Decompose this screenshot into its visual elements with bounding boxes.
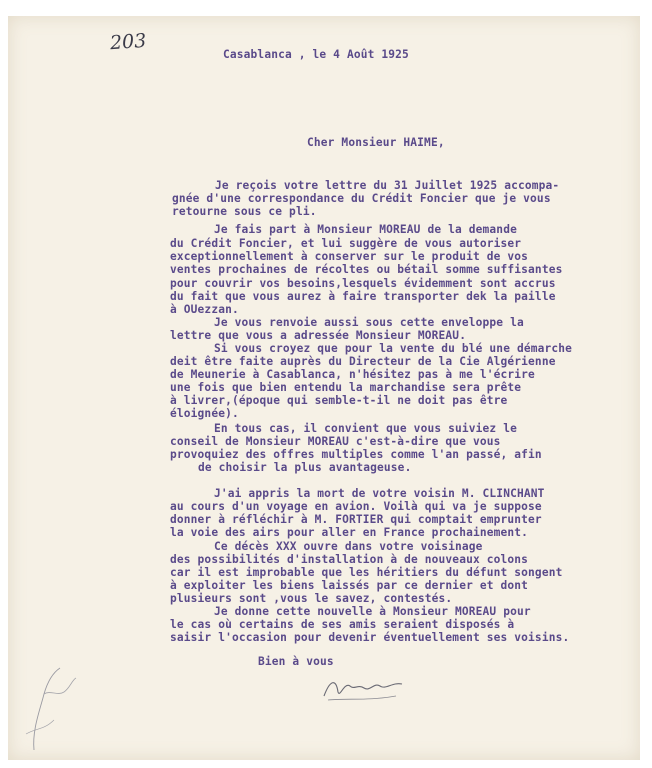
body-line: une fois que bien entendu la marchandise sera prête: [170, 381, 522, 394]
body-line: à exploiter les biens laissés par ce dernier et dont: [170, 579, 529, 592]
signature-scribble: [318, 668, 408, 708]
body-line: éloignée).: [170, 407, 239, 420]
body-line: du fait que vous aurez à faire transporter dek la paille: [170, 290, 556, 303]
body-line: la voie des airs pour aller en France prochainement.: [170, 526, 529, 539]
body-line: deit être faite auprès du Directeur de la Cie Algérienne: [170, 355, 556, 368]
date-line: Casablanca , le 4 Août 1925: [223, 48, 409, 61]
body-line: exceptionnellement à conserver sur le produit de vos: [170, 250, 529, 263]
salutation: Cher Monsieur HAIME,: [307, 136, 445, 149]
body-line: Ce décès XXX ouvre dans votre voisinage: [214, 540, 483, 553]
body-line: conseil de Monsieur MOREAU c'est-à-dire que vous: [170, 435, 501, 448]
body-line: provoquiez des offres multiples comme l'an passé, afin: [170, 448, 542, 461]
body-line: car il est improbable que les héritiers du défunt songent: [170, 566, 563, 579]
closing: Bien à vous: [258, 655, 334, 668]
body-line: Si vous croyez que pour la vente du blé une démarche: [214, 342, 573, 355]
folio-number: 203: [109, 29, 147, 55]
body-line: gnée d'une correspondance du Crédit Foncier que je vous: [172, 192, 551, 205]
body-line: plusieurs sont ,vous le savez, contestés.: [170, 592, 453, 605]
body-line: Je vous renvoie aussi sous cette enveloppe la: [214, 316, 524, 329]
body-line: retourne sous ce pli.: [172, 205, 317, 218]
body-line: de choisir la plus avantageuse.: [198, 461, 412, 474]
body-line: de Meunerie à Casablanca, n'hésitez pas à me l'écrire: [170, 368, 535, 381]
body-line: à OUezzan.: [170, 303, 239, 316]
body-line: lettre que vous a adressée Monsieur MOREAU.: [170, 329, 467, 342]
body-line: à livrer,(époque qui semble-t-il ne doit pas être: [170, 394, 508, 407]
body-line: donner à réfléchir à M. FORTIER qui comptait emprunter: [170, 513, 542, 526]
body-line: des possibilités d'installation à de nouveaux colons: [170, 553, 529, 566]
body-line: saisir l'occasion pour devenir éventuellement ses voisins.: [170, 631, 570, 644]
body-line: au cours d'un voyage en avion. Voilà qui va je suppose: [170, 500, 542, 513]
body-line: pour couvrir vos besoins,lesquels évidemment sont accrus: [170, 277, 556, 290]
body-line: Je donne cette nouvelle à Monsieur MOREAU pour: [214, 605, 531, 618]
body-line: ventes prochaines de récoltes ou bétail somme suffisantes: [170, 263, 563, 276]
margin-pencil-marks: [14, 650, 84, 760]
body-line: J'ai appris la mort de votre voisin M. CLINCHANT: [214, 487, 545, 500]
body-line: En tous cas, il convient que vous suiviez le: [214, 422, 517, 435]
body-line: Je reçois votre lettre du 31 Juillet 1925 accompa-: [215, 179, 560, 192]
body-line: le cas où certains de ses amis seraient disposés à: [170, 618, 515, 631]
body-line: Je fais part à Monsieur MOREAU de la demande: [214, 223, 517, 236]
body-line: du Crédit Foncier, et lui suggère de vous autoriser: [170, 237, 522, 250]
